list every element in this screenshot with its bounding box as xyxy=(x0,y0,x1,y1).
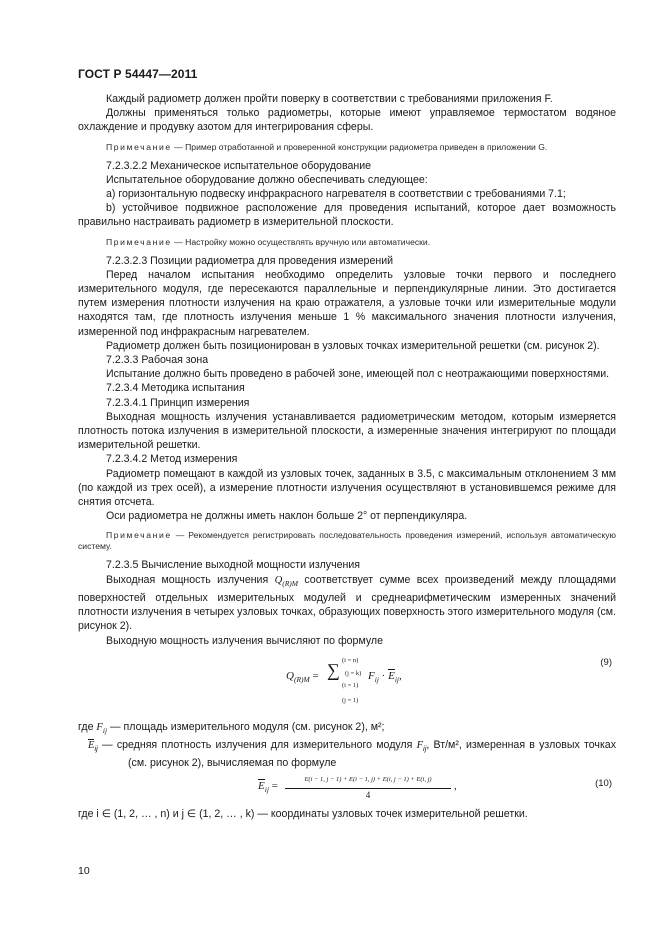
formula-lhs: $Q_{(R)M}$ = xyxy=(286,669,319,684)
where-line: где i ∈ (1, 2, … , n) и j ∈ (1, 2, … , k) — координаты узловых точек измерительной решетки. xyxy=(78,807,528,820)
paragraph: Радиометр помещают в каждой из узловых точек, заданных в 3.5, с максимальным отклонением 3 мм (по каждой из трех осей), а измерение плотности излучения осуществляют в установившемся режиме для снятия отсчета. xyxy=(78,467,616,509)
paragraph: Выходная мощность излучения $Q_{(R)M}$ соответствует сумме всех произведений между площадями поверхностей отдельных измерительных модулей и среднеарифметическим измеренных значений плотности излучения в четырех узловых точках, образующих поверхность этого измерительного модуля (см. рисунок 2). xyxy=(78,573,616,633)
section-heading: 7.2.3.2.2 Механическое испытательное оборудование xyxy=(106,159,372,172)
note-label: Примечание xyxy=(106,236,172,247)
section-heading: 7.2.3.4.2 Метод измерения xyxy=(106,453,238,466)
list-item: b) устойчивое подвижное расположение для проведения испытаний, которое дает возможность правильно настраивать радиометр в измерительной плоскости. xyxy=(78,202,616,229)
note xyxy=(78,142,616,153)
page-body xyxy=(78,92,616,821)
paragraph: Перед началом испытания необходимо определить узловые точки первого и последнего измерительного модуля, где пересекаются параллельные и перпендикулярные линии. Это достигается путем измерения плотности излучения на краю отражателя, а узловые точки или измерительные модули находятся там, где плотность излучения меньше 1 % максимального значения плотности излучения, измеренной под инфракрасным нагревателем. xyxy=(78,268,616,338)
paragraph: Испытательное оборудование должно обеспечивать следующее: xyxy=(106,173,428,186)
section-heading: 7.2.3.4.1 Принцип измерения xyxy=(106,396,250,409)
equation-number: (10) xyxy=(595,777,612,789)
paragraph: Выходную мощность излучения вычисляют по формуле xyxy=(106,634,383,647)
formula-rhs: $F_{ij} \cdot E_{ij}$, xyxy=(368,669,402,684)
where-line: где $F_{ij}$ — площадь измерительного модуля (см. рисунок 2), м²; xyxy=(78,720,385,735)
fraction-denominator: 4 xyxy=(365,789,371,800)
sum-sign: ∑ xyxy=(327,659,340,680)
section-heading: 7.2.3.2.3 Позиции радиометра для проведения измерений xyxy=(106,254,394,267)
page-number: 10 xyxy=(78,865,90,877)
paragraph: Испытание должно быть проведено в рабочей зоне, имеющей пол с неотражающими поверхностями. xyxy=(106,368,610,381)
paragraph: Должны применяться только радиометры, которые имеют управляемое термостатом водяное охлаждение и продувку азотом для интегрирования сферы. xyxy=(78,107,616,134)
section-heading: 7.2.3.3 Рабочая зона xyxy=(106,354,209,367)
note-label: Примечание xyxy=(106,530,172,541)
note-text: — Пример отработанной и проверенной конструкции радиометра приведен в приложении G. xyxy=(171,141,548,152)
paragraph: Радиометр должен быть позиционирован в узловых точках измерительной решетки (см. рисунок 2). xyxy=(106,339,600,352)
document-header: ГОСТ Р 54447—2011 xyxy=(78,67,198,81)
equation-number: (9) xyxy=(600,656,612,668)
fraction-numerator: E(i − 1, j − 1) + E(i − 1, j) + E(i, j − 1) + E(i, j) xyxy=(285,773,451,789)
note-text: — Рекомендуется регистрировать последовательность проведения измерений, используя автоматическую систему. xyxy=(78,530,616,552)
paragraph: Выходная мощность излучения устанавливается радиометрическим методом, которым измеряется плотность потока излучения в измерительной плоскости, а измеренные значения интегрируют по площади измерительной решетки. xyxy=(78,410,616,452)
note-text: — Настройку можно осуществлять вручную или автоматически. xyxy=(171,236,431,247)
sum-limit: (j = k) xyxy=(345,669,362,677)
formula-lhs: $E_{ij}$ = xyxy=(258,779,278,794)
section-heading: 7.2.3.4 Методика испытания xyxy=(106,382,245,395)
sum-limit: (i = n) xyxy=(342,656,359,664)
note xyxy=(78,530,616,552)
formula-tail: , xyxy=(454,779,457,792)
symbol-q: $Q_{(R)M}$ xyxy=(274,574,299,588)
formula-9 xyxy=(78,654,616,716)
formula-10 xyxy=(78,773,616,801)
where-line: $E_{ij}$ — средняя плотность излучения для измерительного модуля $F_{ij}$, Вт/м², измеренная в узловых точках (см. рисунок 2), вычисляемая по формуле xyxy=(88,739,616,770)
paragraph: Оси радиометра не должны иметь наклон больше 2° от перпендикуляра. xyxy=(106,510,468,523)
sum-limit: (j = 1) xyxy=(342,696,359,704)
paragraph: Каждый радиометр должен пройти поверку в соответствии с требованиями приложения F. xyxy=(106,93,553,105)
sum-limit: (i = 1) xyxy=(342,681,359,689)
list-item: a) горизонтальную подвеску инфракрасного нагревателя в соответствии с требованиями 7.1; xyxy=(106,188,566,201)
note xyxy=(78,237,616,248)
note-label: Примечание xyxy=(106,141,172,152)
section-heading: 7.2.3.5 Вычисление выходной мощности излучения xyxy=(106,559,360,572)
